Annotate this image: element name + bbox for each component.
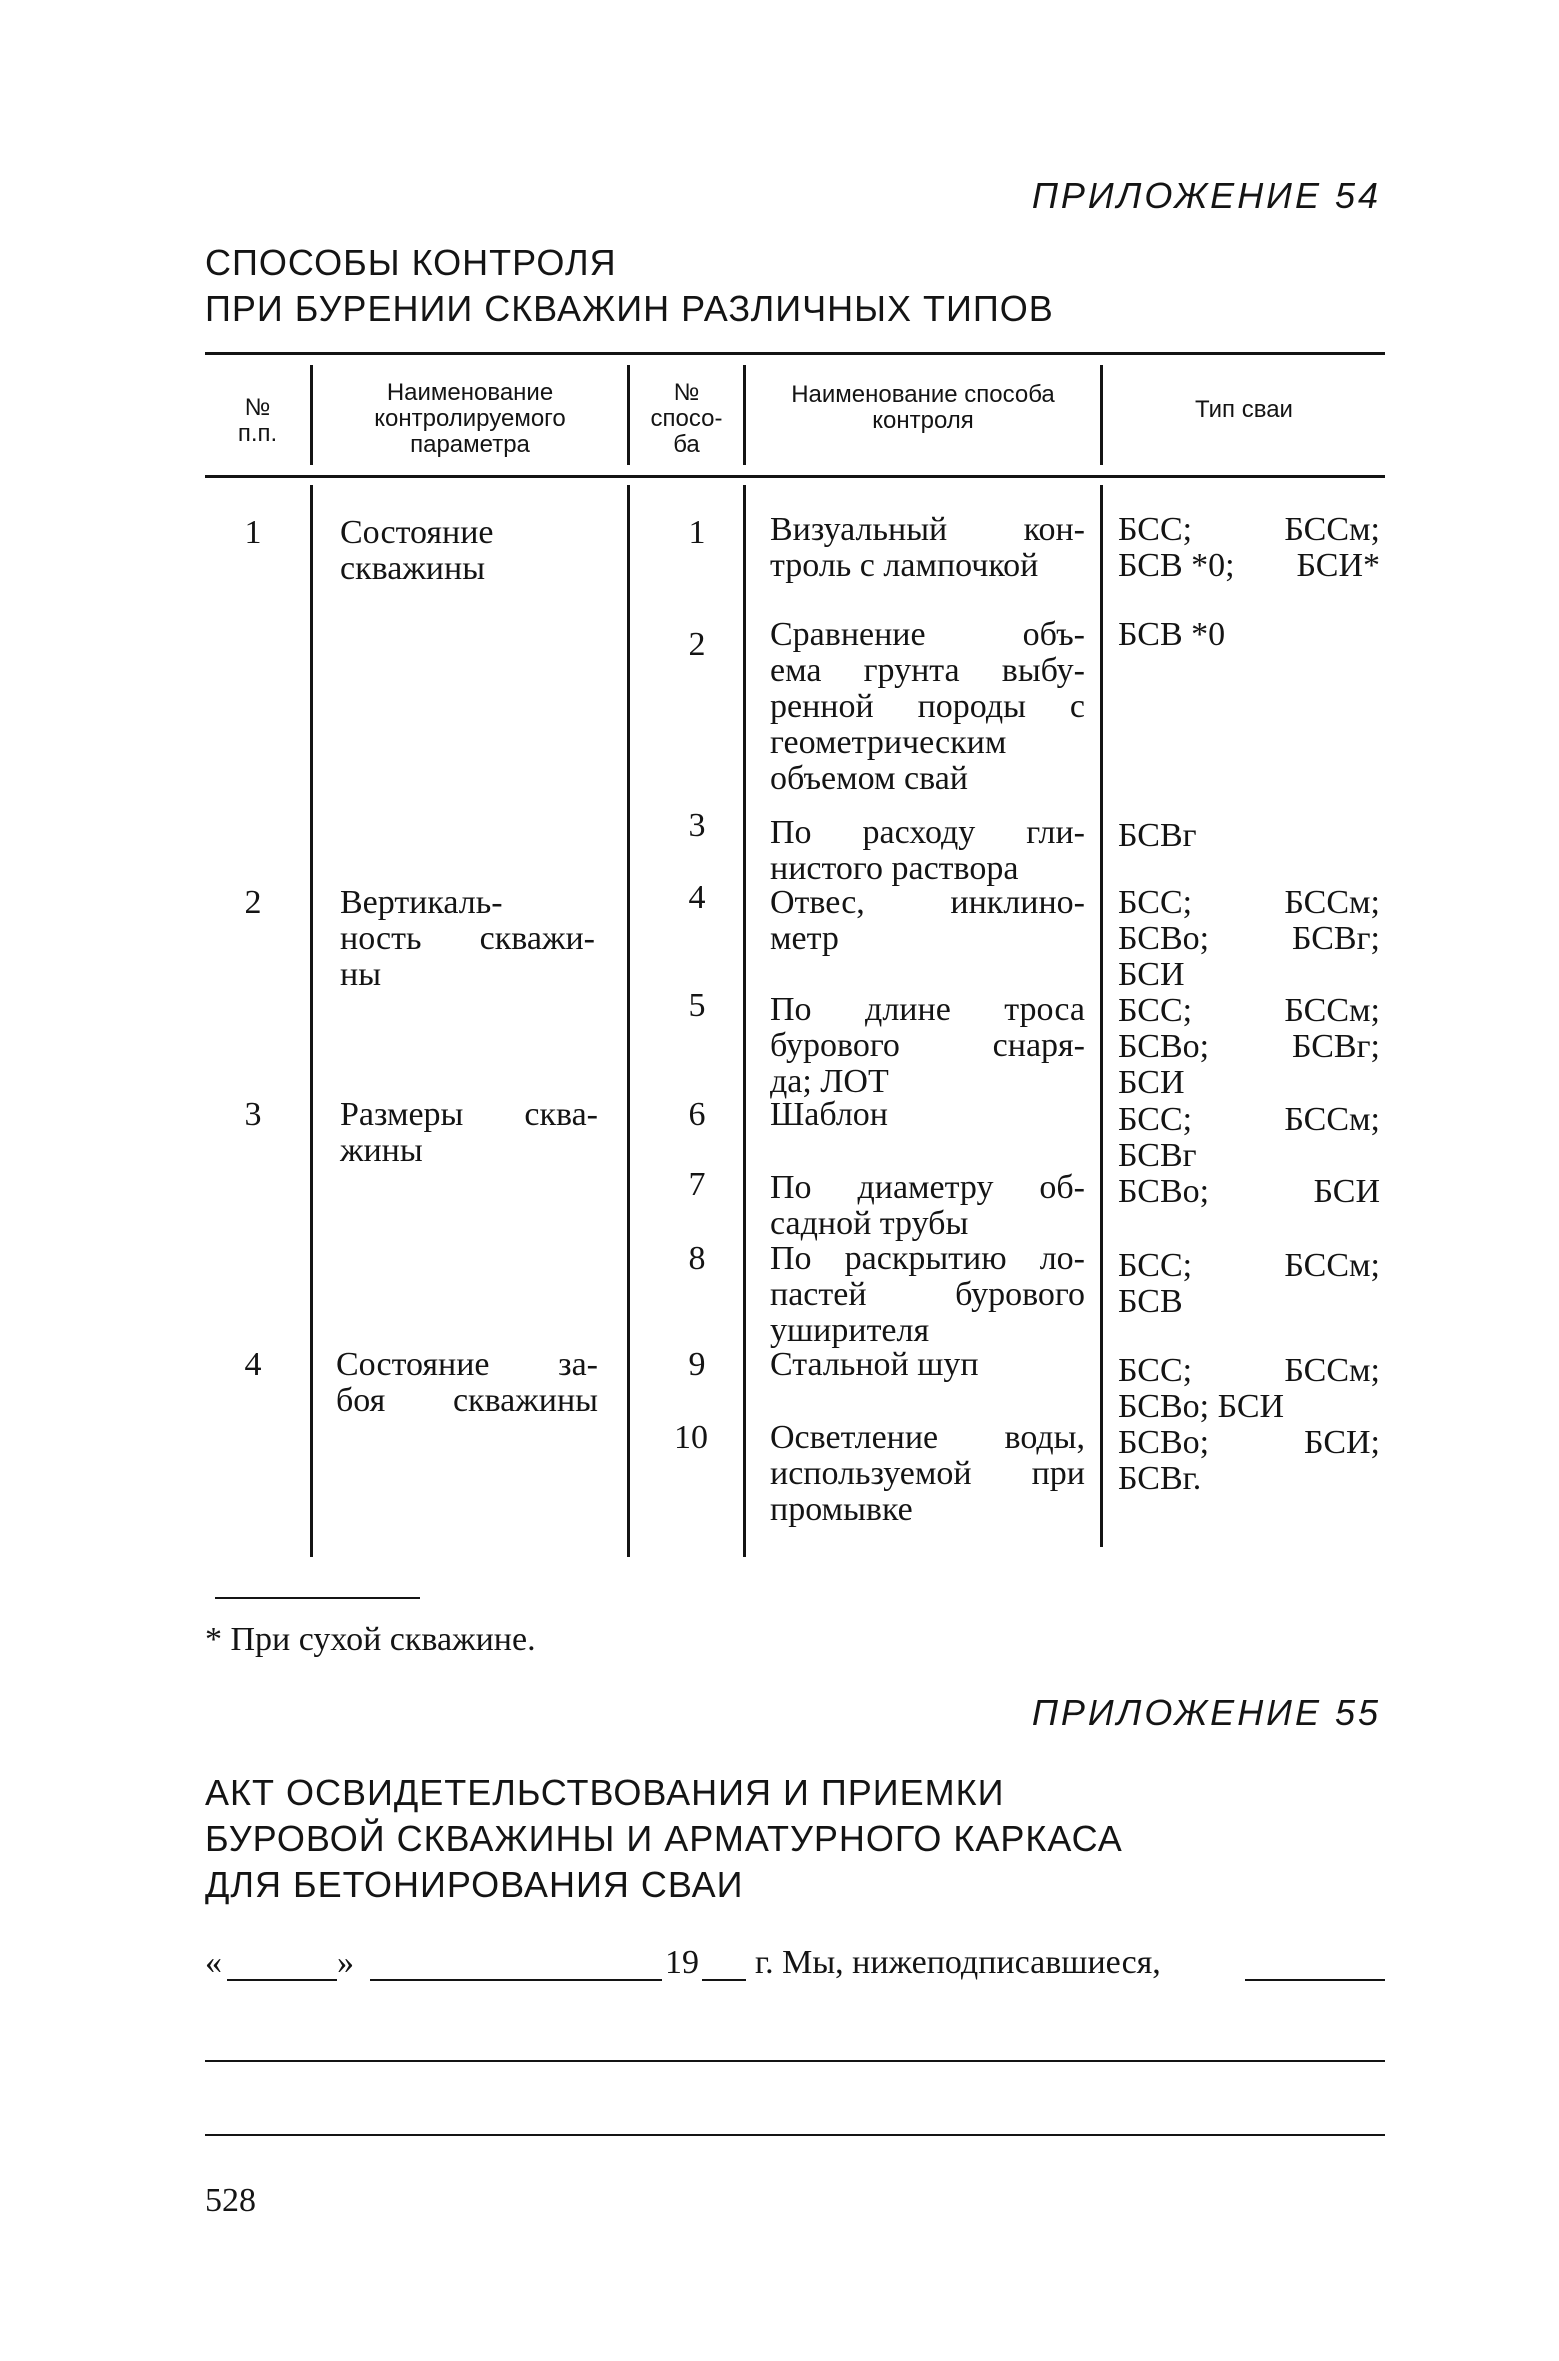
pile-type: БСВг;: [1291, 1028, 1380, 1065]
cell-line: Состояние за-: [336, 1346, 598, 1383]
appendix-54-label: ПРИЛОЖЕНИЕ 54: [1031, 175, 1381, 216]
pile-type-cell: [1118, 1174, 1380, 1210]
pile-type: БСИ: [1313, 1173, 1380, 1210]
pile-type-row: [1118, 512, 1380, 548]
header-number: [205, 395, 310, 447]
pile-type: БСВо;: [1118, 920, 1210, 957]
pile-type: БСВг: [1118, 1137, 1197, 1174]
cell-line: скважины: [340, 550, 486, 587]
pile-type: БССм;: [1284, 511, 1380, 548]
cell-line: По расходу гли-: [770, 814, 1085, 851]
method-cell: [770, 1347, 1085, 1383]
footnote: * При сухой скважине.: [205, 1621, 536, 1658]
method-number: 6: [688, 1096, 706, 1133]
pile-type: БСВг;: [1291, 920, 1380, 957]
body-divider: [1100, 485, 1103, 1547]
pile-type: БСС;: [1118, 511, 1193, 548]
signatories-text: г. Мы, нижеподписавшиеся,: [755, 1944, 1161, 1981]
title-line: БУРОВОЙ СКВАЖИНЫ И АРМАТУРНОГО КАРКАСА: [205, 1818, 1123, 1859]
method-number: 8: [688, 1240, 706, 1277]
pile-type: БСС;: [1118, 1247, 1193, 1284]
cell-line: уширителя: [770, 1312, 930, 1349]
method-number: 3: [688, 807, 706, 844]
pile-type: БССм;: [1284, 992, 1380, 1029]
cell-line: Размеры сква-: [340, 1096, 598, 1133]
appendix-55-title: [205, 1770, 1123, 1908]
method-number: 7: [688, 1166, 706, 1203]
method-number: 10: [674, 1419, 708, 1456]
method-number: 9: [688, 1346, 706, 1383]
appendix-55-label: ПРИЛОЖЕНИЕ 55: [1031, 1692, 1381, 1733]
pile-type-cell: [1118, 1102, 1380, 1174]
pile-type: БСВг: [1118, 817, 1197, 854]
cell-line: нистого раствора: [770, 850, 1019, 887]
method-cell: [770, 617, 1085, 797]
page-number: 528: [205, 2182, 256, 2219]
header-text: Наименование способа: [791, 381, 1055, 408]
header-text: Наименование: [386, 379, 554, 406]
pile-type: БСС;: [1118, 884, 1193, 921]
pile-type-row: [1118, 1102, 1380, 1138]
header-pile-type: [1103, 397, 1385, 423]
method-number: 2: [688, 626, 706, 663]
cell-line: бурового снаря-: [770, 1027, 1085, 1064]
header-text: контроля: [872, 407, 974, 434]
cell-line: ны: [340, 956, 382, 993]
method-cell: [770, 1420, 1085, 1528]
pile-type-row: [1118, 885, 1380, 921]
pile-type: БСС;: [1118, 1101, 1193, 1138]
title-line: ПРИ БУРЕНИИ СКВАЖИН РАЗЛИЧНЫХ ТИПОВ: [205, 288, 1054, 329]
title-line: АКТ ОСВИДЕТЕЛЬСТВОВАНИЯ И ПРИЕМКИ: [205, 1772, 1005, 1813]
month-blank[interactable]: [370, 1979, 662, 1981]
method-cell: [770, 992, 1085, 1100]
year-blank[interactable]: [702, 1979, 746, 1981]
open-quote: «: [205, 1944, 222, 1981]
pile-type-cell: [1118, 1248, 1380, 1320]
pile-type: БСВо;: [1118, 1173, 1210, 1210]
parameter-cell: [340, 885, 595, 993]
method-number: 5: [688, 987, 706, 1024]
pile-type: БСВ: [1118, 1283, 1183, 1320]
pile-type: БСИ: [1118, 956, 1185, 993]
cell-line: Вертикаль-: [340, 884, 503, 921]
cell-line: ема грунта выбу-: [770, 652, 1085, 689]
cell-line: ренной породы с: [770, 688, 1085, 725]
cell-line: боя скважины: [336, 1382, 598, 1419]
parameter-cell: [340, 1097, 598, 1169]
row-number: 4: [244, 1346, 262, 1383]
header-text: параметра: [410, 431, 530, 458]
pile-type-row: [1118, 1174, 1380, 1210]
pile-type: БСС;: [1118, 1352, 1193, 1389]
cell-line: Стальной шуп: [770, 1346, 979, 1383]
cell-line: Шаблон: [770, 1096, 889, 1133]
row-number: 1: [244, 514, 262, 551]
cell-line: По диаметру об-: [770, 1169, 1085, 1206]
cell-line: троль с лампочкой: [770, 547, 1039, 584]
title-line: ДЛЯ БЕТОНИРОВАНИЯ СВАИ: [205, 1864, 744, 1905]
pile-type-cell: [1118, 1353, 1380, 1497]
row-number: 2: [244, 884, 262, 921]
pile-type: БСВг.: [1118, 1460, 1202, 1497]
cell-line: По длине троса: [770, 991, 1085, 1028]
pile-type: БСВо; БСИ: [1118, 1388, 1285, 1425]
header-method-name: [746, 382, 1100, 434]
pile-type-cell: [1118, 512, 1380, 584]
cell-line: жины: [340, 1132, 423, 1169]
cell-line: геометрическим: [770, 724, 1007, 761]
pile-type: БССм;: [1284, 1352, 1380, 1389]
cell-line: Сравнение объ-: [770, 616, 1085, 653]
header-text: п.п.: [237, 420, 278, 447]
pile-type: БСИ*: [1296, 547, 1380, 584]
close-quote: »: [337, 1944, 354, 1981]
method-cell: [770, 1241, 1085, 1349]
pile-type-row: [1118, 1248, 1380, 1284]
signatories-blank[interactable]: [1245, 1979, 1385, 1981]
cell-line: Отвес, инклино-: [770, 884, 1085, 921]
pile-type: БСИ;: [1304, 1424, 1380, 1461]
header-text: ба: [673, 431, 700, 458]
pile-type-row: [1118, 1425, 1380, 1461]
day-blank[interactable]: [227, 1979, 337, 1981]
pile-type-cell: [1118, 818, 1380, 854]
header-text: №: [673, 379, 700, 406]
header-text: контролируемого: [374, 405, 566, 432]
pile-type: БССм;: [1284, 1101, 1380, 1138]
method-cell: [770, 815, 1085, 887]
cell-line: По раскрытию ло-: [770, 1240, 1085, 1277]
cell-line: объемом свай: [770, 760, 968, 797]
pile-type: БСВ *0;: [1118, 547, 1235, 584]
pile-type: БСИ: [1118, 1064, 1185, 1101]
pile-type-row: [1118, 548, 1380, 584]
cell-line: Визуальный кон-: [770, 511, 1085, 548]
header-text: Тип сваи: [1195, 396, 1293, 423]
cell-line: да; ЛОТ: [770, 1063, 889, 1100]
parameter-cell: [340, 515, 595, 587]
parameter-cell: [336, 1347, 598, 1419]
pile-type: БСВо;: [1118, 1028, 1210, 1065]
pile-type: БССм;: [1284, 1247, 1380, 1284]
cell-line: используемой при: [770, 1455, 1085, 1492]
header-text: спосо-: [650, 405, 723, 432]
pile-type-cell: [1118, 993, 1380, 1101]
pile-type: БСВо;: [1118, 1424, 1210, 1461]
body-divider: [743, 485, 746, 1557]
cell-line: ность скважи-: [340, 920, 595, 957]
method-cell: [770, 512, 1085, 584]
header-method-number: [630, 380, 743, 458]
body-divider: [310, 485, 313, 1557]
table-top-rule: [205, 352, 1385, 355]
pile-type: БСС;: [1118, 992, 1193, 1029]
fill-in-line[interactable]: [205, 2060, 1385, 2062]
pile-type: БСВ *0: [1118, 616, 1226, 653]
method-number: 1: [688, 514, 706, 551]
year-prefix: 19: [665, 1944, 699, 1981]
cell-line: Осветление воды,: [770, 1419, 1085, 1456]
cell-line: Состояние: [340, 514, 494, 551]
cell-line: промывке: [770, 1491, 913, 1528]
cell-line: пастей бурового: [770, 1276, 1085, 1313]
row-number: 3: [244, 1096, 262, 1133]
pile-type-row: [1118, 993, 1380, 1029]
fill-in-line[interactable]: [205, 2134, 1385, 2136]
act-date-line: [205, 1945, 1385, 1985]
body-divider: [627, 485, 630, 1557]
cell-line: метр: [770, 920, 839, 957]
pile-type-row: [1118, 1353, 1380, 1389]
cell-line: садной трубы: [770, 1205, 969, 1242]
title-line: СПОСОБЫ КОНТРОЛЯ: [205, 242, 617, 283]
pile-type: БССм;: [1284, 884, 1380, 921]
header-text: №: [244, 394, 271, 421]
method-number: 4: [688, 879, 706, 916]
method-cell: [770, 1097, 1085, 1133]
pile-type-row: [1118, 1029, 1380, 1065]
method-cell: [770, 1170, 1085, 1242]
pile-type-row: [1118, 921, 1380, 957]
pile-type-cell: [1118, 885, 1380, 993]
header-parameter: [313, 380, 627, 458]
method-cell: [770, 885, 1085, 957]
table-header-rule: [205, 475, 1385, 478]
footnote-rule: [215, 1597, 420, 1599]
pile-type-cell: [1118, 617, 1380, 653]
